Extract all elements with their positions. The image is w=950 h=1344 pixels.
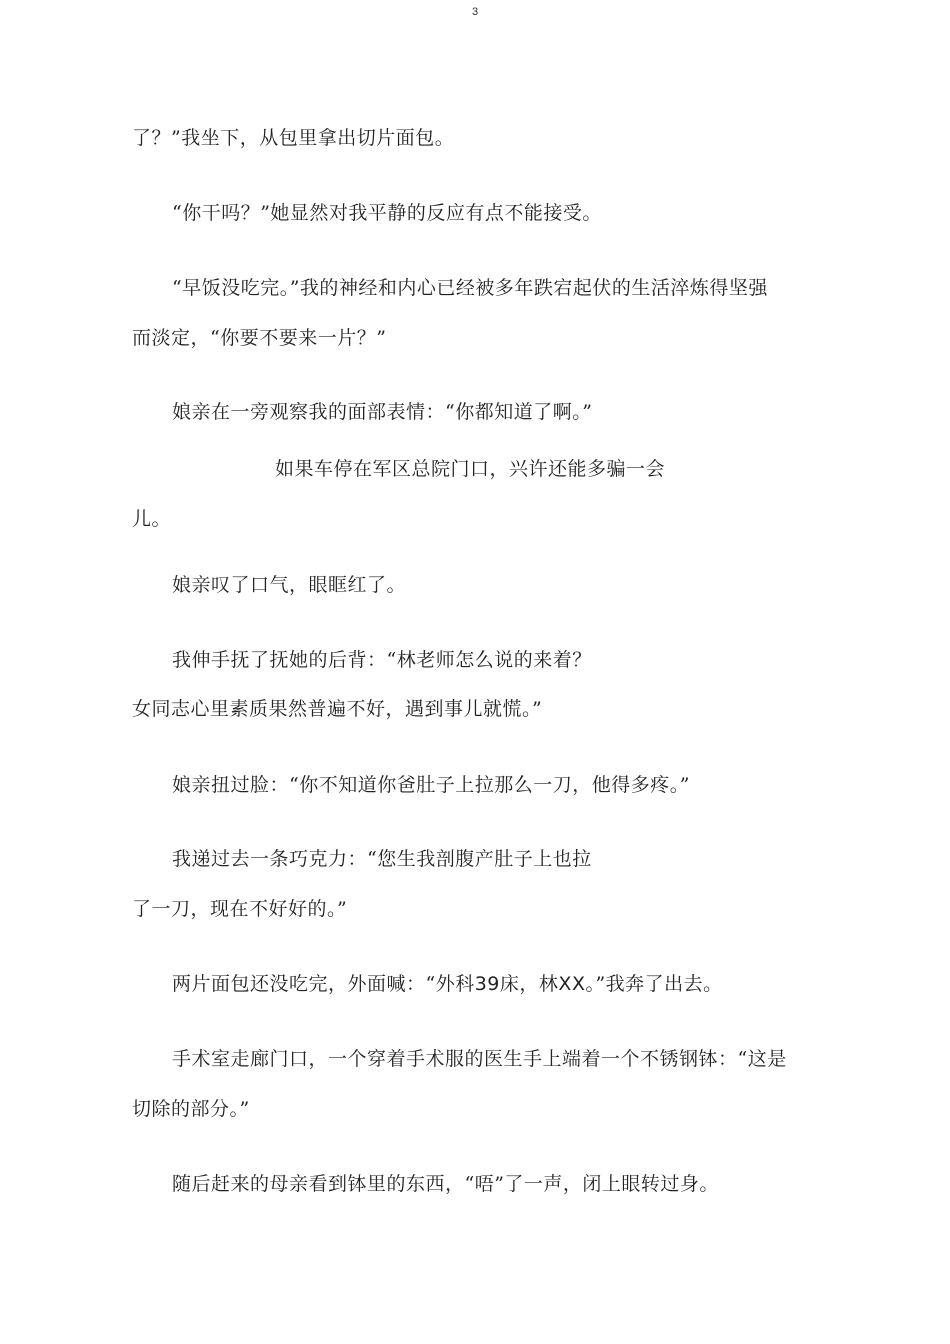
text-segment: 床，林	[499, 973, 559, 995]
text-segment: 两片面包还没吃完，外面喊：“外科	[172, 973, 475, 995]
page-number: 3	[471, 6, 479, 18]
text-line: 女同志心里素质果然普遍不好，遇到事儿就慌。”	[132, 698, 543, 720]
text-segment: 。”我奔了出去。	[585, 973, 723, 995]
text-line: 切除的部分。”	[132, 1098, 250, 1120]
text-line: 而淡定，“你要不要来一片？”	[132, 327, 387, 349]
text-line: 随后赶来的母亲看到钵里的东西，“唔”了一声，闭上眼转过身。	[172, 1173, 719, 1195]
text-line: 如果车停在军区总院门口，兴许还能多骗一会	[275, 458, 666, 480]
text-line: “早饭没吃完。”我的神经和内心已经被多年跌宕起伏的生活淬炼得坚强	[172, 277, 768, 299]
text-line: 娘亲扭过脸：“你不知道你爸肚子上拉那么一刀，他得多疼。”	[172, 774, 690, 796]
text-line: 了？”我坐下，从包里拿出切片面包。	[132, 127, 455, 149]
text-segment: 39	[474, 973, 500, 995]
text-line	[172, 972, 723, 996]
text-line: 了一刀，现在不好好的。”	[132, 898, 348, 920]
text-line: 娘亲在一旁观察我的面部表情：“你都知道了啊。”	[172, 401, 593, 423]
text-segment: XX	[558, 973, 586, 995]
text-line: 我伸手抚了抚她的后背：“林老师怎么说的来着？	[172, 649, 592, 671]
text-line: 娘亲叹了口气，眼眶红了。	[172, 574, 407, 596]
text-line: 手术室走廊门口，一个穿着手术服的医生手上端着一个不锈钢钵：“这是	[172, 1048, 787, 1070]
text-line: “你干吗？”她显然对我平静的反应有点不能接受。	[172, 202, 602, 224]
text-line: 儿。	[132, 508, 172, 530]
text-line: 我递过去一条巧克力：“您生我剖腹产肚子上也拉	[172, 848, 592, 870]
